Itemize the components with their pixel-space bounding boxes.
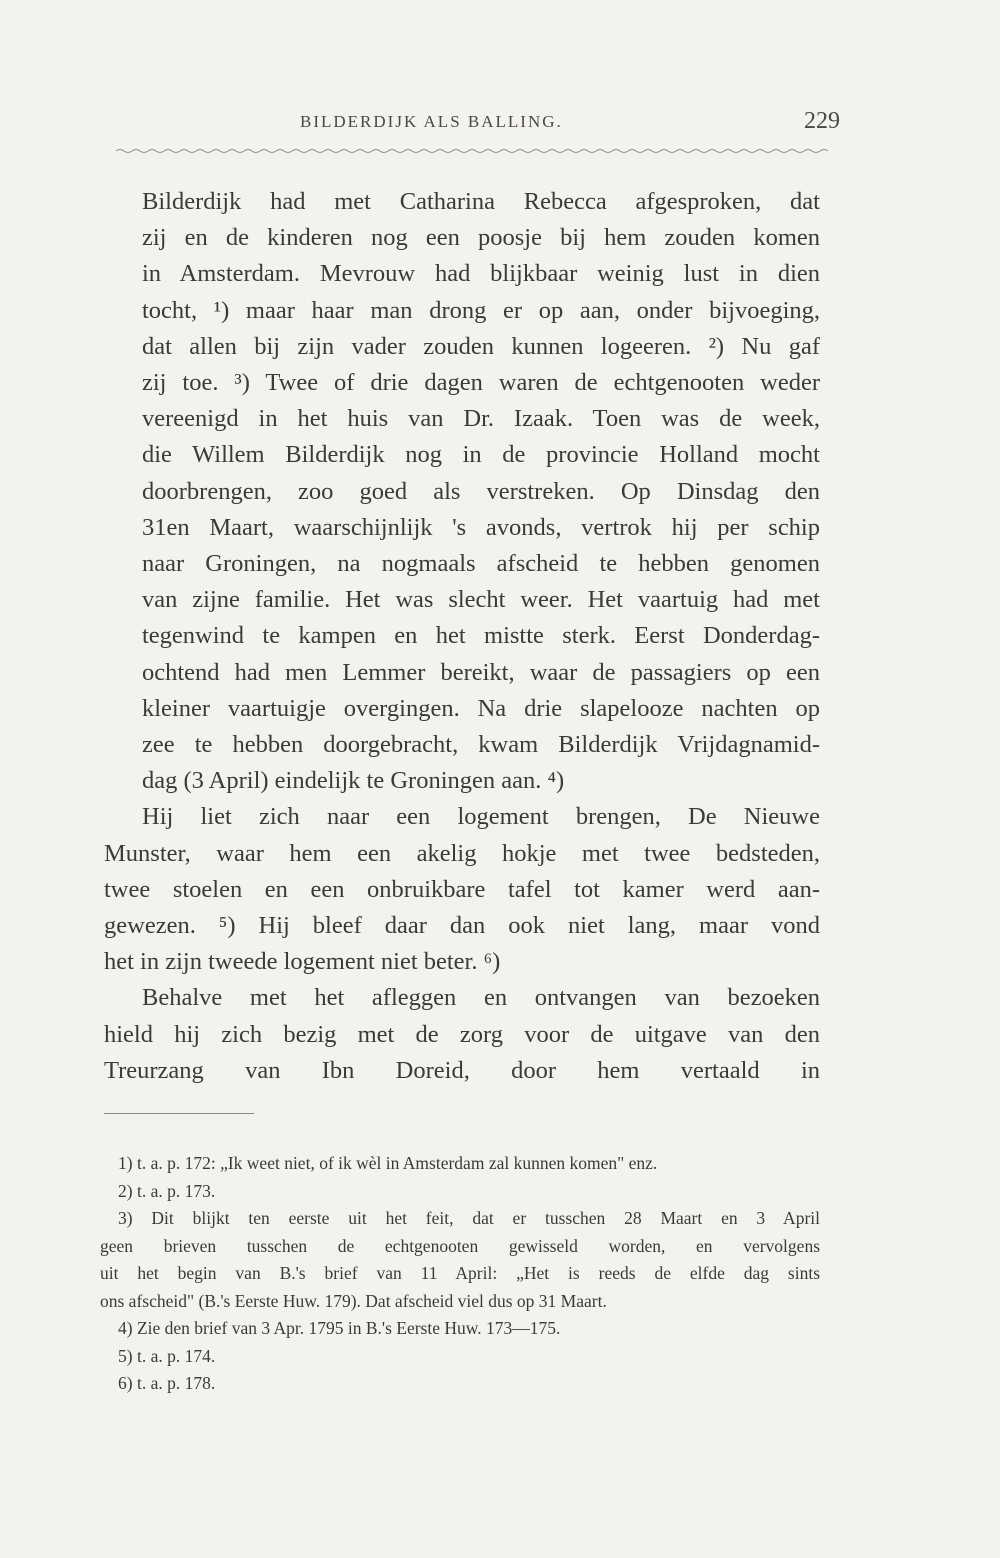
text-line: dag (3 April) eindelijk te Groningen aan. ⁴) — [142, 767, 565, 795]
text-line: zij toe. ³) Twee of drie dagen waren de echtgenooten weder — [142, 369, 820, 397]
text-line: naar Groningen, na nogmaals afscheid te hebben genomen — [142, 550, 820, 578]
footnote-rule — [104, 1113, 254, 1114]
text-line: ochtend had men Lemmer bereikt, waar de passagiers op een — [142, 658, 820, 686]
paragraph-1 — [104, 184, 820, 799]
footnote-4: 4) Zie den brief van 3 Apr. 1795 in B.'s Eerste Huw. 173—175. — [118, 1318, 561, 1338]
text-line: die Willem Bilderdijk nog in de provincie Holland mocht — [142, 441, 820, 469]
paragraph-3 — [104, 980, 820, 1089]
text-line: Munster, waar hem een akelig hokje met twee bedsteden, — [104, 839, 820, 867]
text-line: gewezen. ⁵) Hij bleef daar dan ook niet lang, maar vond — [104, 912, 820, 940]
footnote-3 — [100, 1205, 820, 1315]
text-line: 31en Maart, waarschijnlijk 's avonds, vertrok hij per schip — [142, 513, 820, 541]
footnote-1: 1) t. a. p. 172: „Ik weet niet, of ik wèl in Amsterdam zal kunnen komen" enz. — [118, 1153, 658, 1173]
text-line: in Amsterdam. Mevrouw had blijkbaar weinig lust in dien — [142, 260, 820, 288]
footnote-5: 5) t. a. p. 174. — [118, 1345, 216, 1366]
text-line: doorbrengen, zoo goed als verstreken. Op Dinsdag den — [142, 477, 820, 505]
text-line: van zijne familie. Het was slecht weer. Het vaartuig had met — [142, 586, 820, 614]
text-line: twee stoelen en een onbruikbare tafel tot kamer werd aan- — [104, 875, 820, 903]
paragraph-2 — [104, 799, 820, 980]
text-line: Behalve met het afleggen en ontvangen van bezoeken — [142, 984, 820, 1012]
text-line: Treurzang van Ibn Doreid, door hem vertaald in — [104, 1056, 820, 1084]
footnote-line: 3) Dit blijkt ten eerste uit het feit, dat er tusschen 28 Maart en 3 April — [118, 1208, 820, 1228]
text-line: dat allen bij zijn vader zouden kunnen logeeren. ²) Nu gaf — [142, 332, 820, 360]
text-line: vereenigd in het huis van Dr. Izaak. Toen was de week, — [142, 405, 820, 433]
text-line: zee te hebben doorgebracht, kwam Bilderdijk Vrijdagnamid- — [142, 731, 820, 759]
footnote-2: 2) t. a. p. 173. — [118, 1180, 216, 1201]
page-header — [100, 108, 840, 144]
text-line: het in zijn tweede logement niet beter. ⁶) — [104, 948, 501, 976]
text-line: tegenwind te kampen en het mistte sterk. Eerst Donderdag- — [142, 622, 820, 650]
text-line: Hij liet zich naar een logement brengen, De Nieuwe — [142, 803, 820, 831]
text-line: Bilderdijk had met Catharina Rebecca afgesproken, dat — [142, 188, 820, 215]
text-line: zij en de kinderen nog een poosje bij hem zouden komen — [142, 224, 820, 252]
text-line: hield hij zich bezig met de zorg voor de uitgave van den — [104, 1020, 820, 1048]
body-text — [104, 184, 820, 1089]
footnote-line: uit het begin van B.'s brief van 11 April: „Het is reeds de elfde dag sints — [100, 1263, 820, 1283]
text-line: tocht, ¹) maar haar man drong er op aan, onder bijvoeging, — [142, 296, 820, 324]
page-number: 229 — [804, 108, 840, 134]
footnotes — [100, 1150, 820, 1398]
footnote-line: geen brieven tusschen de echtgenooten gewisseld worden, en vervolgens — [100, 1235, 820, 1256]
header-rule — [116, 148, 828, 154]
footnote-6: 6) t. a. p. 178. — [118, 1373, 216, 1393]
text-line: kleiner vaartuigje overgingen. Na drie slapelooze nachten op — [142, 694, 820, 722]
footnote-line: ons afscheid" (B.'s Eerste Huw. 179). Dat afscheid viel dus op 31 Maart. — [100, 1290, 607, 1311]
running-title: BILDERDIJK ALS BALLING. — [300, 112, 563, 131]
